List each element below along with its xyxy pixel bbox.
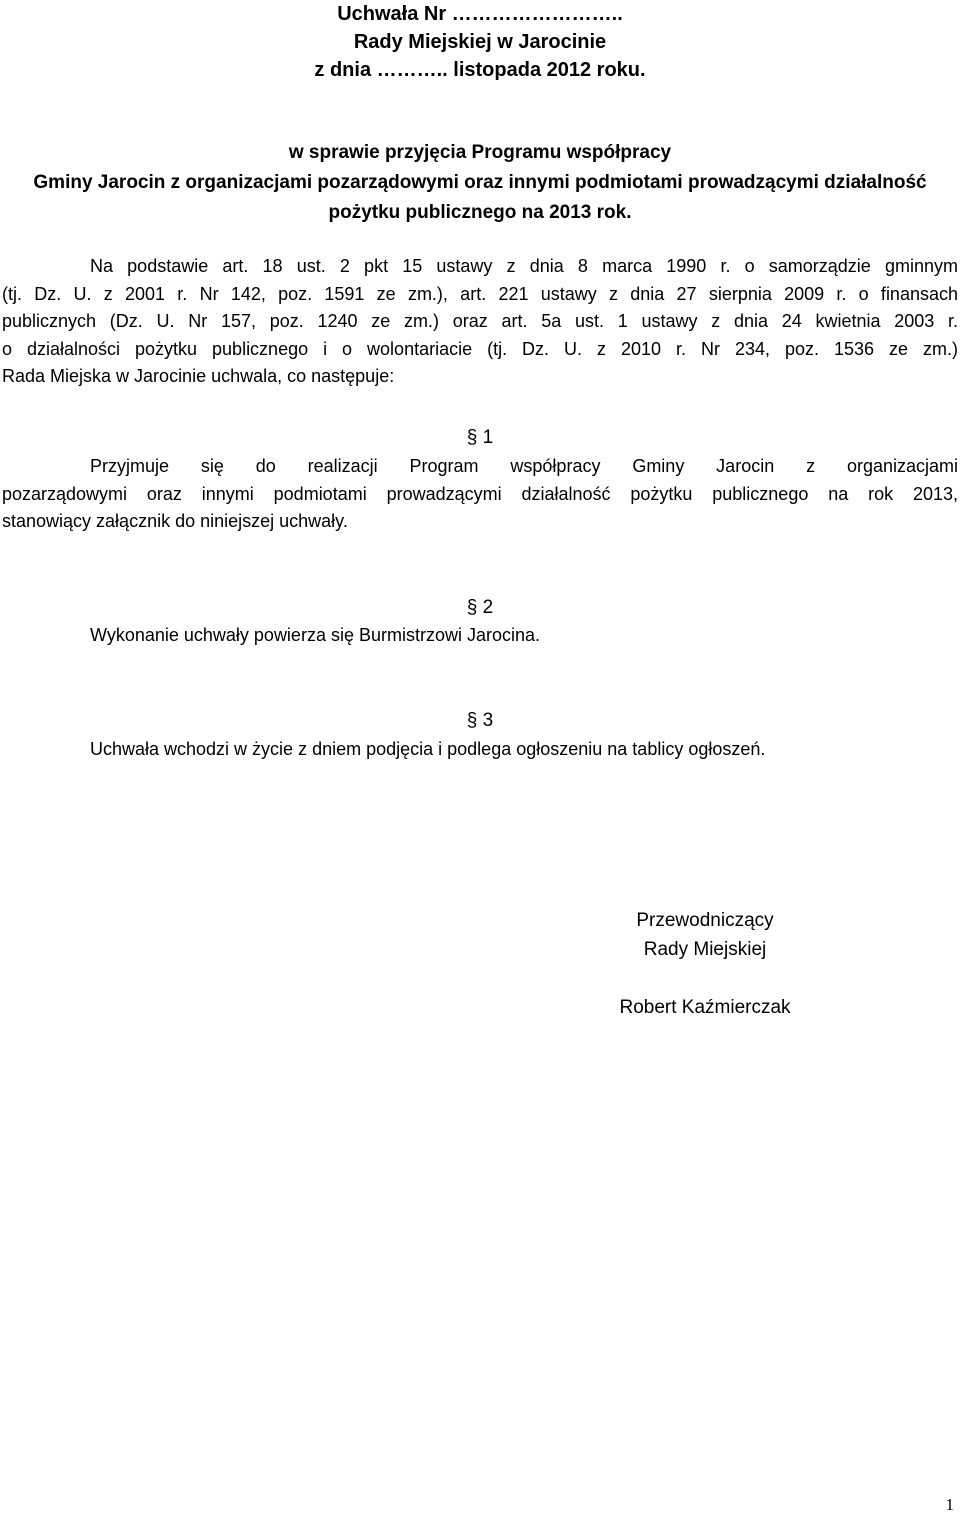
council-name: Rady Miejskiej w Jarocinie bbox=[353, 31, 607, 53]
subject-line: pożytku publicznego na 2013 rok. bbox=[328, 202, 632, 223]
resolution-date: z dnia ……….. listopada 2012 roku. bbox=[314, 59, 646, 81]
section-line: pozarządowymi oraz innymi podmiotami prowadzącymi działalność pożytku publicznego na rok 2013, bbox=[2, 483, 958, 504]
page-number: 1 bbox=[945, 1495, 954, 1514]
resolution-subject bbox=[0, 138, 960, 228]
section-line: Wykonanie uchwały powierza się Burmistrzowi Jarocina. bbox=[90, 625, 541, 645]
preamble-line: publicznych (Dz. U. Nr 157, poz. 1240 ze zm.) oraz art. 5a ust. 1 ustawy z dnia 24 kwietnia 2003 r. bbox=[2, 311, 958, 331]
preamble-line: o działalności pożytku publicznego i o wolontariacie (tj. Dz. U. z 2010 r. Nr 234, poz. 1536 ze zm.) bbox=[2, 338, 958, 359]
preamble-line: Na podstawie art. 18 ust. 2 pkt 15 ustawy z dnia 8 marca 1990 r. o samorządzie gminnym bbox=[90, 256, 958, 276]
section-2-mark: § 2 bbox=[466, 597, 494, 618]
section-line: stanowiący załącznik do niniejszej uchwały. bbox=[2, 511, 348, 531]
signature-name: Robert Kaźmierczak bbox=[619, 997, 791, 1018]
legal-basis-preamble bbox=[2, 253, 958, 391]
preamble-line: (tj. Dz. U. z 2001 r. Nr 142, poz. 1591 ze zm.), art. 221 ustawy z dnia 27 sierpnia 2009 r. o finansach bbox=[2, 283, 958, 304]
signature-block bbox=[560, 906, 850, 1022]
signature-body: Rady Miejskiej bbox=[643, 939, 767, 960]
section-line: Uchwała wchodzi w życie z dniem podjęcia i podlega ogłoszeniu na tablicy ogłoszeń. bbox=[90, 739, 766, 759]
signature-title: Przewodniczący bbox=[636, 910, 774, 931]
subject-line: Gminy Jarocin z organizacjami pozarządowymi oraz innymi podmiotami prowadzącymi działalność bbox=[33, 172, 927, 193]
section-3-text bbox=[2, 736, 958, 764]
preamble-line: Rada Miejska w Jarocinie uchwala, co następuje: bbox=[2, 366, 395, 386]
subject-line: w sprawie przyjęcia Programu współpracy bbox=[288, 142, 672, 163]
section-1-mark: § 1 bbox=[466, 427, 494, 448]
section-2-text bbox=[2, 622, 958, 650]
resolution-number: Uchwała Nr …………………….. bbox=[337, 3, 623, 25]
section-3-mark: § 3 bbox=[466, 710, 494, 731]
resolution-header bbox=[0, 0, 960, 84]
section-1-text bbox=[2, 453, 958, 536]
section-line: Przyjmuje się do realizacji Program współpracy Gminy Jarocin z organizacjami bbox=[90, 456, 958, 476]
